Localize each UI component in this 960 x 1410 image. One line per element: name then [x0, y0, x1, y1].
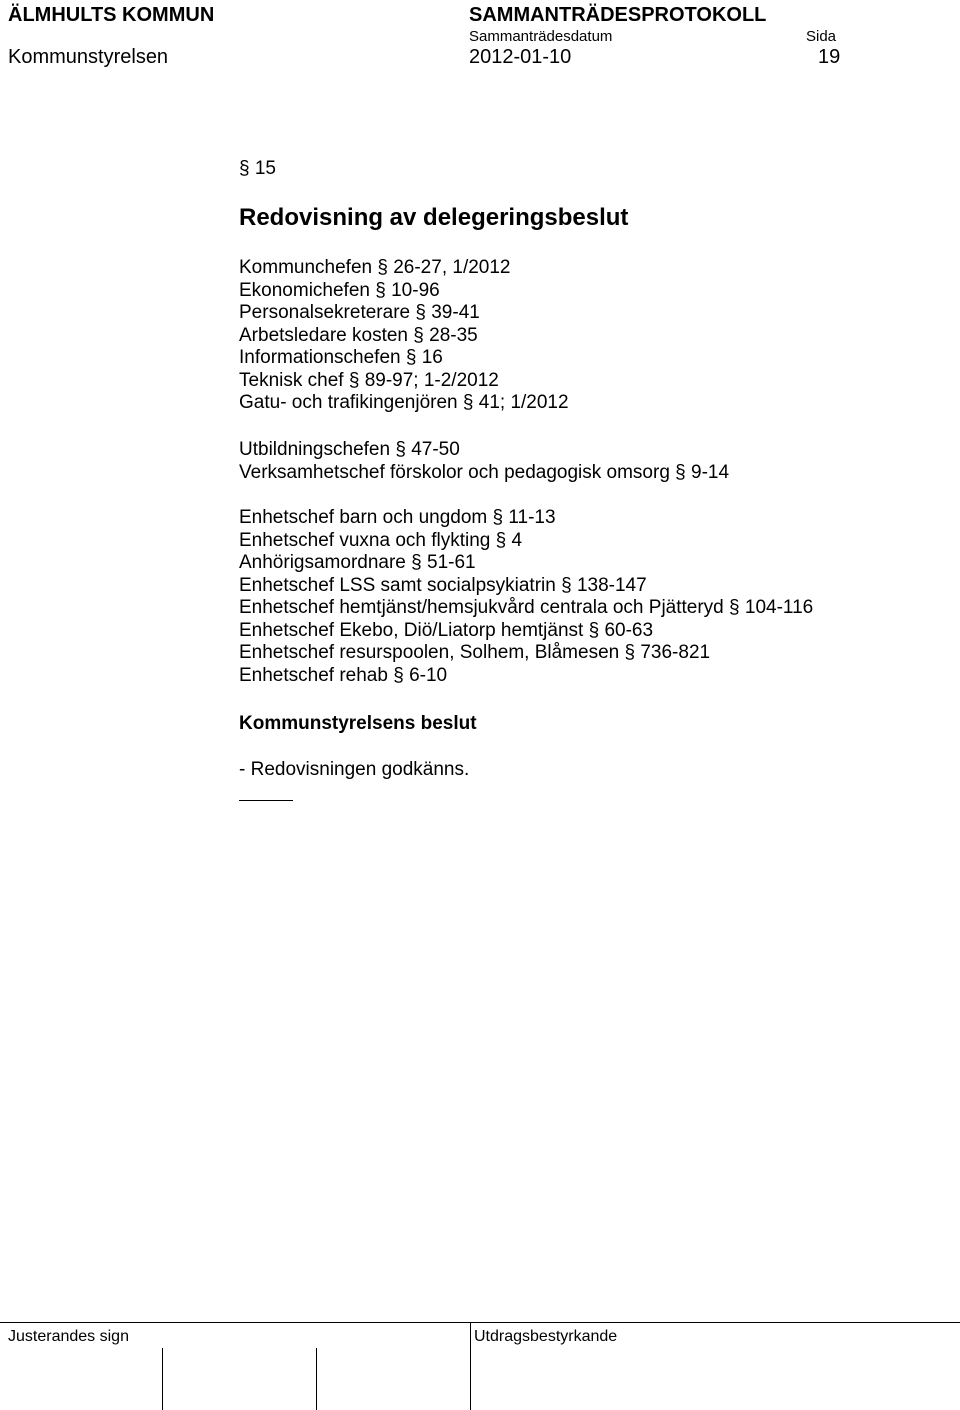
signature-divider: [470, 1322, 471, 1410]
decision-heading: Kommunstyrelsens beslut: [239, 713, 477, 734]
signature-divider: [162, 1348, 163, 1410]
delegation-item: [239, 392, 569, 415]
delegation-refs: 47-50: [411, 439, 460, 460]
delegation-item: [239, 620, 813, 643]
section-symbol: §: [588, 619, 600, 641]
section-symbol: §: [624, 642, 636, 663]
delegation-item: [239, 302, 569, 325]
section-symbol: §: [495, 529, 507, 551]
delegation-group-2: [239, 439, 729, 484]
delegation-role: Teknisk chef: [239, 369, 344, 391]
delegation-role: Informationschefen: [239, 347, 401, 368]
delegation-refs: 16: [421, 347, 443, 368]
section-symbol: §: [413, 324, 424, 346]
delegation-item: [239, 347, 569, 370]
delegation-role: Verksamhetschef förskolor och pedagogisk omsorg: [239, 461, 670, 483]
delegation-role: Ekonomichefen: [239, 279, 370, 301]
delegation-refs: 60-63: [604, 619, 654, 641]
section-symbol: §: [411, 552, 422, 573]
delegation-refs: 6-10: [409, 664, 448, 686]
delegation-role: Enhetschef LSS samt socialpsykiatrin: [239, 574, 556, 596]
section-symbol: §: [239, 158, 250, 179]
page-number: 19: [818, 46, 841, 68]
section-title: Redovisning av delegeringsbeslut: [239, 204, 629, 231]
delegation-refs: 51-61: [427, 552, 476, 573]
section-symbol: §: [348, 369, 360, 391]
section-symbol: §: [405, 347, 417, 368]
end-rule: [239, 800, 293, 801]
delegation-item: [239, 597, 813, 620]
section-number: [239, 158, 276, 180]
meeting-date: 2012-01-10: [469, 46, 572, 68]
delegation-role: Enhetschef Ekebo, Diö/Liatorp hemtjänst: [239, 619, 584, 641]
delegation-refs: 104-116: [744, 597, 814, 618]
delegation-refs: 39-41: [431, 302, 480, 323]
utdragsbestyrkande-label: Utdragsbestyrkande: [474, 1328, 618, 1345]
delegation-item: [239, 325, 569, 348]
delegation-role: Kommunchefen: [239, 257, 373, 278]
delegation-role: Utbildningschefen: [239, 439, 391, 460]
section-symbol: §: [729, 597, 740, 618]
delegation-refs: 26-27, 1/2012: [393, 257, 511, 278]
delegation-group-1: [239, 257, 569, 415]
delegation-refs: 9-14: [691, 461, 730, 483]
committee-name: Kommunstyrelsen: [8, 46, 169, 68]
delegation-item: [239, 439, 729, 462]
delegation-role: Enhetschef vuxna och flykting: [239, 529, 491, 551]
delegation-item: [239, 507, 813, 530]
delegation-group-3: [239, 507, 813, 687]
signature-divider: [316, 1348, 317, 1410]
section-symbol: §: [415, 302, 426, 323]
section-symbol: §: [462, 392, 474, 413]
section-symbol: §: [375, 279, 386, 301]
delegation-refs: 736-821: [640, 642, 711, 663]
section-symbol: §: [675, 461, 686, 483]
delegation-role: Enhetschef barn och ungdom: [239, 507, 488, 528]
delegation-item: [239, 665, 813, 688]
delegation-refs: 28-35: [429, 324, 478, 346]
delegation-item: [239, 462, 729, 485]
justerandes-sign-label: Justerandes sign: [8, 1328, 129, 1345]
delegation-role: Enhetschef rehab: [239, 664, 388, 686]
delegation-role: Gatu- och trafikingenjören: [239, 392, 458, 413]
delegation-item: [239, 642, 813, 665]
protocol-title: SAMMANTRÄDESPROTOKOLL: [469, 4, 767, 26]
page-label: Sida: [806, 28, 837, 45]
delegation-item: [239, 530, 813, 553]
delegation-refs: 138-147: [576, 574, 647, 596]
delegation-item: [239, 552, 813, 575]
delegation-item: [239, 257, 569, 280]
delegation-role: Arbetsledare kosten: [239, 324, 408, 346]
delegation-refs: 41; 1/2012: [478, 392, 569, 413]
section-symbol: §: [395, 439, 406, 460]
municipality-name: ÄLMHULTS KOMMUN: [8, 4, 215, 26]
decision-text: - Redovisningen godkänns.: [239, 759, 470, 780]
delegation-role: Anhörigsamordnare: [239, 552, 406, 573]
section-symbol: §: [561, 574, 572, 596]
delegation-refs: 89-97; 1-2/2012: [364, 369, 499, 391]
delegation-item: [239, 575, 813, 598]
footer-top-rule: [0, 1322, 960, 1323]
delegation-refs: 10-96: [391, 279, 440, 301]
delegation-item: [239, 370, 569, 393]
delegation-role: Enhetschef hemtjänst/hemsjukvård centrala och Pjätteryd: [239, 597, 724, 618]
section-symbol: §: [393, 664, 404, 686]
section-number-value: 15: [254, 158, 276, 179]
delegation-refs: 4: [511, 529, 523, 551]
delegation-role: Enhetschef resurspoolen, Solhem, Blåmesen: [239, 642, 620, 663]
section-symbol: §: [492, 507, 504, 528]
date-label: Sammanträdesdatum: [469, 28, 613, 45]
delegation-role: Personalsekreterare: [239, 302, 411, 323]
delegation-item: [239, 280, 569, 303]
section-symbol: §: [377, 257, 388, 278]
delegation-refs: 11-13: [508, 507, 556, 528]
